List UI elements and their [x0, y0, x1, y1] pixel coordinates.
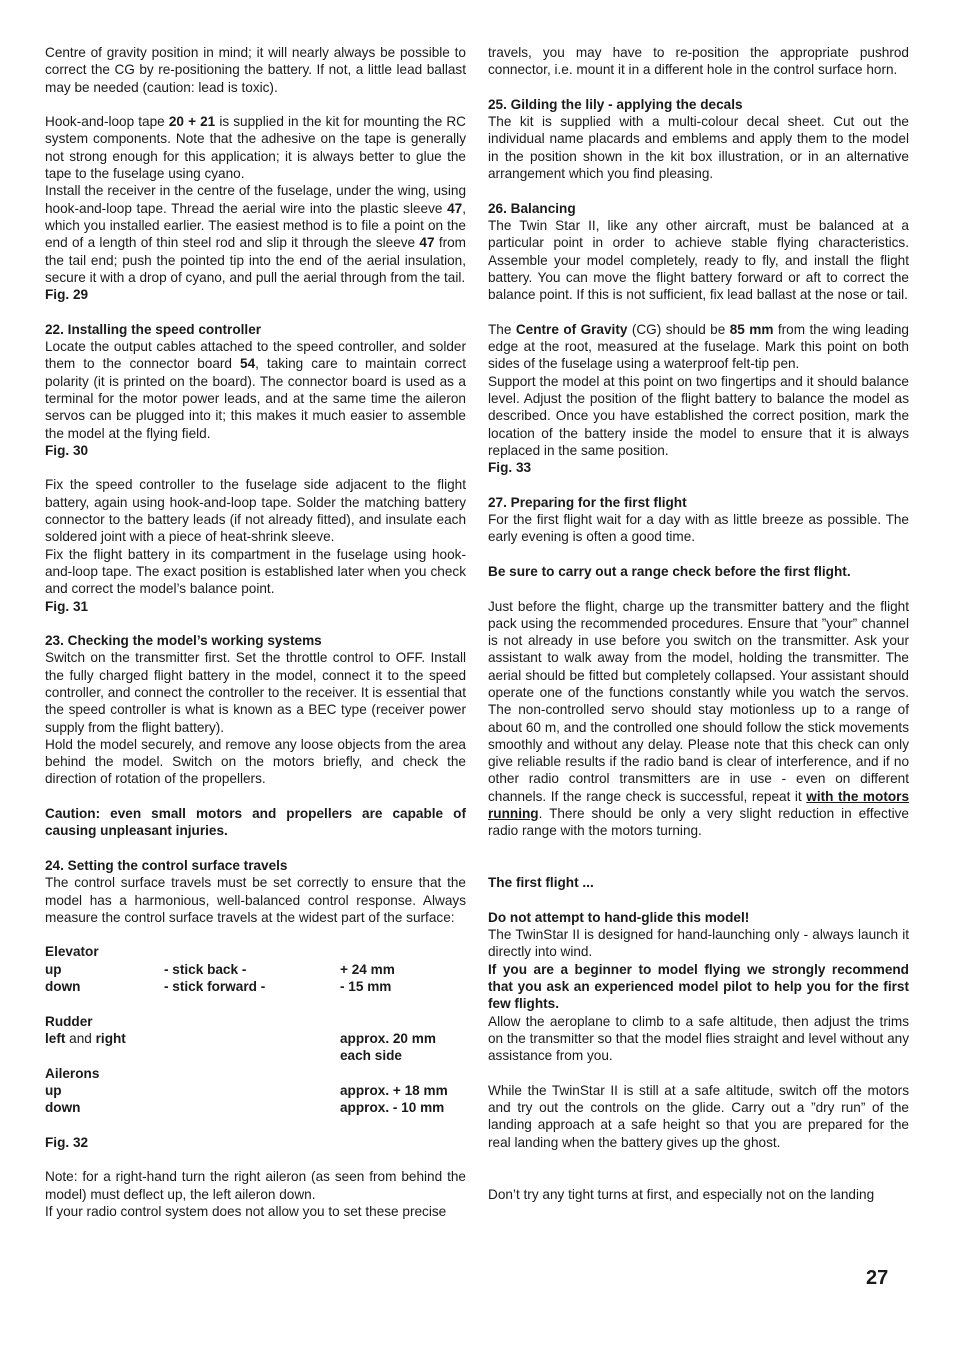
figure-reference: Fig. 33	[488, 460, 532, 476]
paragraph: Install the receiver in the centre of the fuselage, under the wing, using hook-and-loop tape. Thread the aerial wire into the plastic sleeve 47, which you installed earlier. The easiest method is to file a point on the end of a length of thin steel rod and slip it through the sleeve 47 from the tail end; push the pointed tip into the end of the aerial insulation, secure it with a drop of cyano, and pull the aerial through from the tail.	[45, 183, 467, 285]
paragraph: Fix the speed controller to the fuselage side adjacent to the flight battery, again using hook-and-loop tape. Solder the matching battery connector to the battery leads (if not already fitted), and insulate each soldered joint with a piece of heat-shrink sleeve.	[45, 477, 466, 545]
control-travels-table	[45, 943, 466, 1116]
paragraph: Just before the flight, charge up the transmitter battery and the flight pack using the recommended procedures. Ensure that ”your” channel is not already in use before you switch on the transmitter. Ask your assistant to walk away from the model, holding the transmitter. The aerial should be fitted but completely collapsed. Your assistant should operate one of the functions constantly while you watch the servos. The non-controlled servo should stay motionless up to a range of about 60 m, and the controlled one should follow the stick movements smoothly and without any delay. Please note that this check can only give reliable results if the radio band is clear of interference, and if no other radio control transmitters are in use - even on different channels. If the range check is successful, repeat it with the motors running. There should be only a very slight reduction in effective radio range with the motors turning.	[488, 598, 910, 839]
paragraph: For the first flight wait for a day with as little breeze as possible. The early evening is often a good time.	[488, 512, 909, 545]
figure-reference: Fig. 29	[45, 287, 89, 303]
part-number: 54	[240, 356, 256, 372]
part-number: 47	[419, 235, 435, 251]
paragraph: Note: for a right-hand turn the right aileron (as seen from behind the model) must deflect up, the left aileron down.	[45, 1169, 466, 1202]
part-number: 20 + 21	[168, 114, 216, 130]
left-column	[45, 44, 466, 1220]
paragraph: If your radio control system does not allow you to set these precise	[45, 1203, 447, 1219]
paragraph: The Twin Star II, like any other aircraft, must be balanced at a particular point in order to achieve stable flying characteristics. Assemble your model completely, ready to fly, and install the flight battery. You can move the flight battery forward or aft to correct the balance point. If this is not sufficient, fix lead ballast at the nose or tail.	[488, 217, 909, 303]
right-column	[488, 44, 909, 1203]
paragraph: The Centre of Gravity (CG) should be 85 mm from the wing leading edge at the root, measured at the fuselage. Mark this point on both sides of the fuselage using a waterproof felt-tip pen.	[488, 321, 909, 372]
section-heading: 25. Gilding the lily - applying the decals	[488, 96, 743, 112]
paragraph: Allow the aeroplane to climb to a safe altitude, then adjust the trims on the transmitter so that the model flies straight and level without any assistance from you.	[488, 1013, 909, 1064]
paragraph: Don’t try any tight turns at first, and especially not on the landing	[488, 1186, 875, 1202]
paragraph: Support the model at this point on two fingertips and it should balance level. Adjust the position of the flight battery to balance the model as described. Once you have established the correct position, mark the location of the battery inside the model to ensure that it is always replaced in the same position.	[488, 373, 909, 458]
beginner-note: If you are a beginner to model flying we strongly recommend that you ask an experienced model pilot to help you for the first few flights.	[488, 961, 909, 1012]
paragraph: Switch on the transmitter first. Set the throttle control to OFF. Install the fully charged flight battery in the model, connect it to the speed controller, and connect the controller to the receiver. It is essential that the speed controller is what is known as a BEC type (receiver power supply from the flight battery).	[45, 650, 466, 735]
paragraph: The TwinStar II is designed for hand-launching only - always launch it directly into wind.	[488, 927, 909, 960]
part-number: 47	[447, 200, 463, 216]
paragraph: Hook-and-loop tape 20 + 21 is supplied in the kit for mounting the RC system components. Note that the adhesive on the tape is generally not strong enough for this application; it is always better to glue the tape to the fuselage using cyano.	[45, 114, 466, 182]
warning-note: Do not attempt to hand-glide this model!	[488, 909, 750, 925]
section-heading: 27. Preparing for the first flight	[488, 494, 687, 510]
table-row: down approx. - 10 mm	[45, 1100, 445, 1116]
section-heading: 23. Checking the model’s working systems	[45, 633, 322, 649]
paragraph: Fix the flight battery in its compartment in the fuselage using hook-and-loop tape. The exact position is established later when you check and correct the model’s balance point.	[45, 546, 466, 597]
section-heading: 22. Installing the speed controller	[45, 321, 262, 337]
table-row: left and right approx. 20 mm	[45, 1030, 436, 1046]
caution-note: Caution: even small motors and propellers are capable of causing unpleasant injuries.	[45, 806, 466, 839]
paragraph: The kit is supplied with a multi-colour decal sheet. Cut out the individual name placards and emblems and apply them to the model in the position shown in the kit box illustration, or in an alternative arrangement which you find pleasing.	[488, 114, 909, 182]
page-number: 27	[866, 1267, 889, 1289]
figure-reference: Fig. 32	[45, 1134, 89, 1150]
section-heading: 24. Setting the control surface travels	[45, 857, 288, 873]
table-row: Elevator	[45, 944, 99, 960]
table-row: Ailerons	[45, 1065, 100, 1081]
figure-reference: Fig. 30	[45, 442, 89, 458]
paragraph: Locate the output cables attached to the speed controller, and solder them to the connector board 54, taking care to maintain correct polarity (it is printed on the board). The connector board is used as a terminal for the motor power leads, and at the same time the aileron servos can be plugged into it; this makes it much easier to assemble the model at the flying field.	[45, 339, 466, 441]
paragraph: travels, you may have to re-position the appropriate pushrod connector, i.e. mount it in a different hole in the control surface horn.	[488, 45, 909, 78]
range-check-note: Be sure to carry out a range check before the first flight.	[488, 563, 851, 579]
subheading: The first flight ...	[488, 875, 594, 891]
figure-reference: Fig. 31	[45, 598, 89, 614]
paragraph: The control surface travels must be set correctly to ensure that the model has a harmonious, well-balanced control response. Always measure the control surface travels at the widest part of the surface:	[45, 875, 466, 925]
paragraph: Hold the model securely, and remove any loose objects from the area behind the model. Switch on the motors briefly, and check the direction of rotation of the propellers.	[45, 736, 466, 787]
paragraph: Centre of gravity position in mind; it will nearly always be possible to correct the CG by re-positioning the battery. If not, a little lead ballast may be needed (caution: lead is toxic).	[45, 45, 466, 95]
paragraph: While the TwinStar II is still at a safe altitude, switch off the motors and try out the controls on the glide. Carry out a ”dry run” of the landing approach at a safe height so that you are prepared for the real landing when the battery gives up the ghost.	[488, 1082, 909, 1150]
table-row: up - stick back - + 24 mm	[45, 961, 395, 977]
table-row: each side	[340, 1048, 402, 1064]
section-heading: 26. Balancing	[488, 200, 576, 216]
table-row: Rudder	[45, 1013, 93, 1029]
table-row: up approx. + 18 mm	[45, 1082, 448, 1098]
table-row: down - stick forward - - 15 mm	[45, 979, 392, 995]
